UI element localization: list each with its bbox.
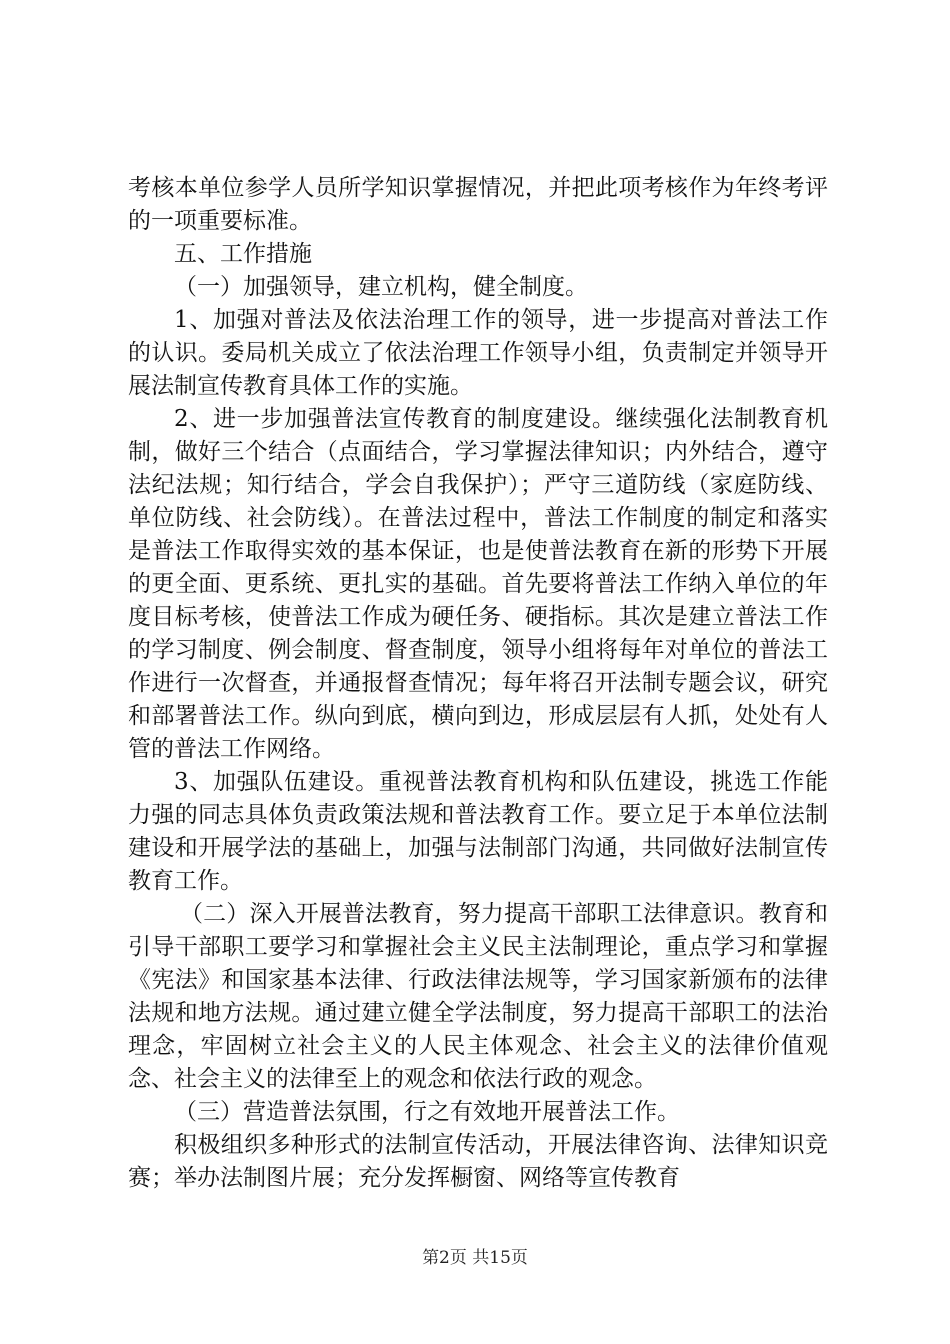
- heading-work-measures: 五、工作措施: [174, 241, 312, 267]
- paragraph-activities: 积极组织多种形式的法制宣传活动，开展法律咨询、法律知识竞赛；举办法制图片展；充分发挥橱窗、网络等宣传教育: [128, 1132, 828, 1191]
- paragraph-assessment: 考核本单位参学人员所学知识掌握情况，并把此项考核作为年终考评的一项重要标准。: [128, 175, 828, 234]
- page-number-footer: 第2页 共15页: [422, 1248, 528, 1268]
- paragraph-item-2: 2、进一步加强普法宣传教育的制度建设。继续强化法制教育机制，做好三个结合（点面结合，学习掌握法律知识；内外结合，遵守法纪法规；知行结合，学会自我保护）；严守三道防线（家庭防线、单位防线、社会防线）。在普法过程中，普法工作制度的制定和落实是普法工作取得实效的基本保证，也是使普法教育在新的形势下开展的更全面、更系统、更扎实的基础。首先要将普法工作纳入单位的年度目标考核，使普法工作成为硬任务、硬指标。其次是建立普法工作的学习制度、例会制度、督查制度，领导小组将每年对单位的普法工作进行一次督查，并通报督查情况；每年将召开法制专题会议，研究和部署普法工作。纵向到底，横向到边，形成层层有人抓，处处有人管的普法工作网络。: [128, 406, 828, 762]
- paragraph-item-1: 1、加强对普法及依法治理工作的领导，进一步提高对普法工作的认识。委局机关成立了依法治理工作领导小组，负责制定并领导开展法制宣传教育具体工作的实施。: [128, 307, 828, 399]
- subheading-atmosphere: （三）营造普法氛围，行之有效地开展普法工作。: [174, 1099, 680, 1125]
- paragraph-education: （二）深入开展普法教育，努力提高干部职工法律意识。教育和引导干部职工要学习和掌握社会主义民主法制理论，重点学习和掌握《宪法》和国家基本法律、行政法律法规等，学习国家新颁布的法律法规和地方法规。通过建立健全学法制度，努力提高干部职工的法治理念，牢固树立社会主义的人民主体观念、社会主义的法律价值观念、社会主义的法律至上的观念和依法行政的观念。: [128, 901, 828, 1092]
- subheading-leadership: （一）加强领导，建立机构，健全制度。: [174, 274, 588, 300]
- document-body: [128, 172, 828, 1195]
- paragraph-item-3: 3、加强队伍建设。重视普法教育机构和队伍建设，挑选工作能力强的同志具体负责政策法规和普法教育工作。要立足于本单位法制建设和开展学法的基础上，加强与法制部门沟通，共同做好法制宣传教育工作。: [128, 769, 828, 894]
